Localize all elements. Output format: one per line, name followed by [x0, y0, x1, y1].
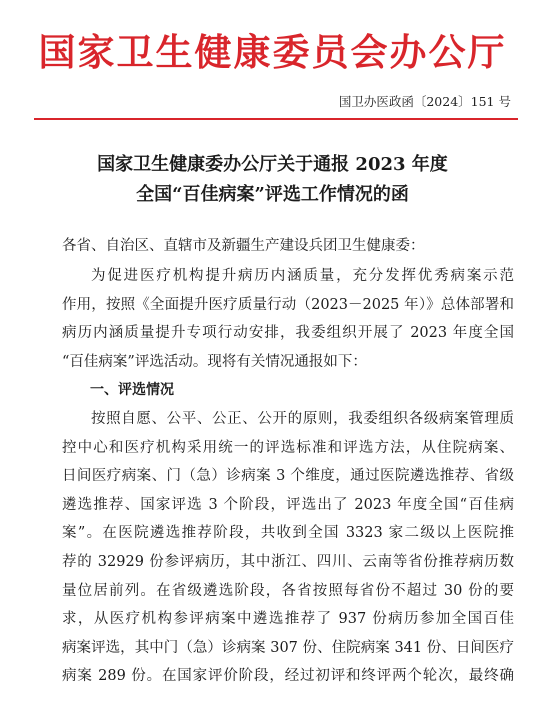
paragraph-2-line: 病案评选，其中门（急）诊病案 307 份、住院病案 341 份、日间医疗 [62, 639, 514, 656]
paragraph-2-line: 控中心和医疗机构采用统一的评选标准和评选方法，从住院病案、 [62, 439, 514, 456]
salutation: 各省、自治区、直辖市及新疆生产建设兵团卫生健康委： [62, 238, 425, 254]
paragraph-2-line: 案”。在医院遴选推荐阶段，共收到全国 3323 家二级以上医院推 [62, 525, 514, 542]
paragraph-2-line: 按照自愿、公平、公正、公开的原则，我委组织各级病案管理质 [91, 410, 514, 427]
title-line-2: 全国“百佳病案”评选工作情况的函 [136, 184, 409, 205]
paragraph-1-line: “百佳病案”评选活动。现将有关情况通报如下： [62, 353, 367, 370]
paragraph-1-line: 为促进医疗机构提升病历内涵质量，充分发挥优秀病案示范 [91, 268, 514, 284]
red-divider-line [34, 118, 518, 120]
document-title [0, 150, 545, 210]
paragraph-2-line: 荐的 32929 份参评病历，其中浙江、四川、云南等省份推荐病历数 [62, 553, 514, 570]
paragraph-1-line: 作用，按照《全面提升医疗质量行动（2023－2025 年）》总体部署和 [62, 296, 514, 313]
paragraph-2-line: 量位居前列。在省级遴选阶段，各省按照每省份不超过 30 份的要 [62, 582, 514, 599]
section-heading-1: 一、评选情况 [90, 382, 174, 399]
paragraph-1-line: 病历内涵质量提升专项行动安排，我委组织开展了 2023 年度全国 [62, 325, 514, 342]
letterhead-title: 国家卫生健康委员会办公厅 [38, 30, 507, 74]
paragraph-2-line: 病案 289 份。在国家评价阶段，经过初评和终评两个轮次，最终确 [62, 668, 514, 685]
paragraph-2-line: 求，从医疗机构参评病案中遴选推荐了 937 份病历参加全国百佳 [62, 611, 514, 628]
paragraph-2-line: 日间医疗病案、门（急）诊病案 3 个维度，通过医院遴选推荐、省级 [62, 468, 514, 485]
paragraph-2-line: 遴选推荐、国家评选 3 个阶段，评选出了 2023 年度全国“百佳病 [62, 496, 514, 513]
document-number: 国卫办医政函〔2024〕151 号 [338, 94, 511, 109]
title-line-1: 国家卫生健康委办公厅关于通报 2023 年度 [97, 154, 448, 175]
document-body [62, 262, 514, 691]
